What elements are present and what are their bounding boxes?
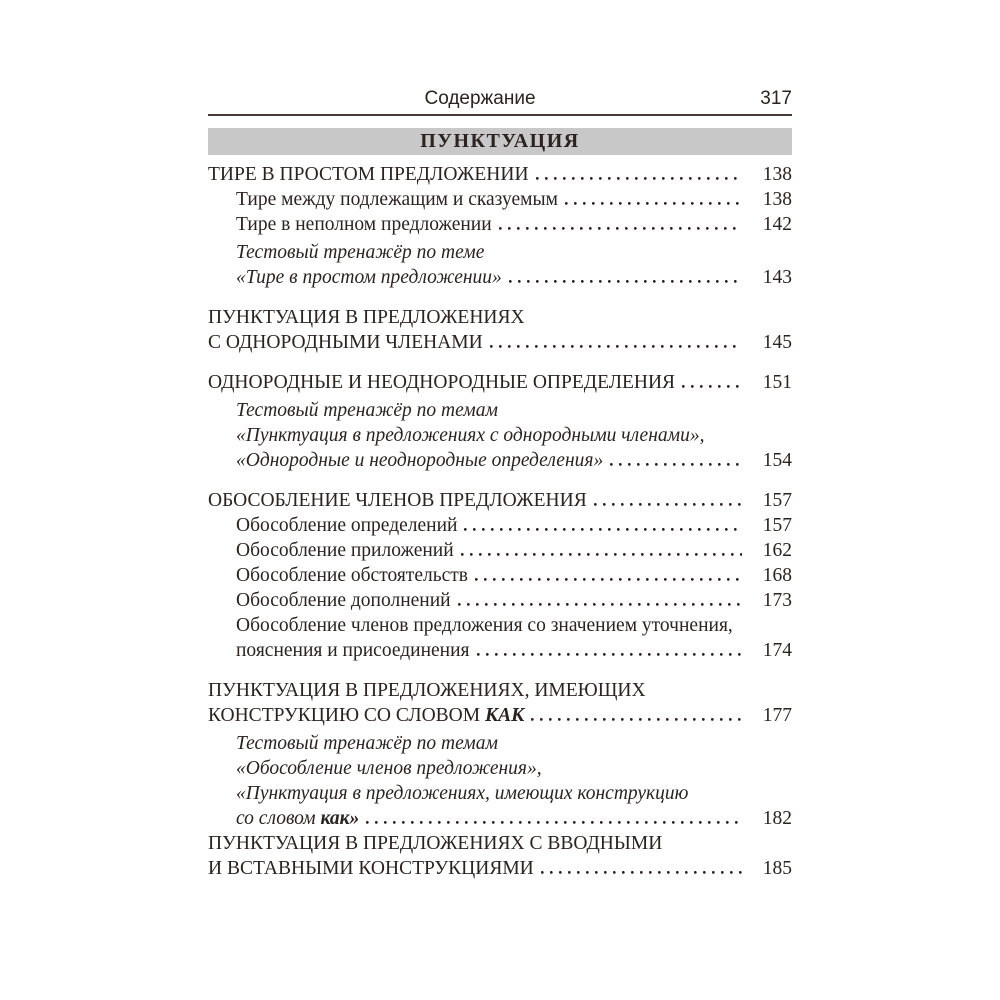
toc-entry-text: ОБОСОБЛЕНИЕ ЧЛЕНОВ ПРЕДЛОЖЕНИЯ [208, 490, 587, 511]
toc-entry-text: ПУНКТУАЦИЯ В ПРЕДЛОЖЕНИЯХ [208, 307, 525, 328]
toc-entry [208, 538, 792, 563]
toc-page-number: 143 [762, 267, 792, 288]
toc-page-number: 173 [762, 590, 792, 611]
toc-page-number: 138 [762, 189, 792, 210]
toc-entry-text: ПУНКТУАЦИЯ В ПРЕДЛОЖЕНИЯХ С ВВОДНЫМИ [208, 833, 663, 854]
toc-entry-line [208, 488, 792, 513]
toc-entry-line [236, 613, 792, 638]
running-header-title: Содержание [424, 88, 536, 109]
toc-entry-text: со словом как» [236, 808, 360, 829]
toc-entry-line [208, 703, 792, 728]
toc-entry-text: «Однородные и неоднородные определения» [236, 450, 604, 471]
toc-page-number: 162 [762, 540, 792, 561]
toc-entry-text: Тестовый тренажёр по теме [236, 242, 485, 263]
toc-entry-line [236, 423, 792, 448]
running-header-page-number: 317 [760, 88, 792, 109]
toc-entry-text: «Тире в простом предложении» [236, 267, 502, 288]
toc-entry [208, 831, 792, 881]
toc-entry-line [236, 588, 792, 613]
content-column [208, 88, 792, 881]
toc-page-number: 174 [762, 640, 792, 661]
dot-leader [490, 344, 742, 348]
dot-leader [682, 384, 742, 388]
toc-page-number: 182 [762, 808, 792, 829]
toc-entry-line [208, 678, 792, 703]
toc-entry-line [208, 370, 792, 395]
toc-entry-line [208, 856, 792, 881]
dot-leader [464, 527, 742, 531]
toc-page-number: 138 [762, 164, 792, 185]
section-banner-label: ПУНКТУАЦИЯ [420, 130, 580, 152]
dot-leader [536, 176, 742, 180]
toc-entry [208, 187, 792, 212]
toc-entry-line [236, 781, 792, 806]
toc-entry-line [236, 187, 792, 212]
toc-entry-text: Обособление дополнений [236, 590, 451, 611]
toc-entry-text: Обособление обстоятельств [236, 565, 468, 586]
dot-leader [499, 226, 742, 230]
toc-entry [208, 488, 792, 513]
toc-entry-line [236, 240, 792, 265]
toc-page-number: 157 [762, 490, 792, 511]
toc-page-number: 168 [762, 565, 792, 586]
toc-entry [208, 563, 792, 588]
toc-entry-text: Обособление определений [236, 515, 458, 536]
toc-entry-line [208, 330, 792, 355]
dot-leader [541, 870, 742, 874]
toc-entry-text: Обособление приложений [236, 540, 454, 561]
toc-page-number: 157 [762, 515, 792, 536]
toc-entry-line [236, 513, 792, 538]
toc-entry-line [236, 212, 792, 237]
dot-leader [475, 577, 742, 581]
toc-entry-text: И ВСТАВНЫМИ КОНСТРУКЦИЯМИ [208, 858, 534, 879]
toc-page-number: 154 [762, 450, 792, 471]
toc-entry-text: Тире в неполном предложении [236, 214, 492, 235]
toc-entry-line [236, 398, 792, 423]
toc-entry [208, 305, 792, 355]
toc-entry-line [236, 538, 792, 563]
toc-entry-text: ОДНОРОДНЫЕ И НЕОДНОРОДНЫЕ ОПРЕДЕЛЕНИЯ [208, 372, 676, 393]
toc-entry [208, 212, 792, 237]
toc-entry [208, 731, 792, 831]
toc-entry-line [236, 265, 792, 290]
toc-entry-text: Тестовый тренажёр по темам [236, 400, 498, 421]
dot-leader [366, 820, 742, 824]
toc-entry-line [236, 638, 792, 663]
toc-entry-text: «Пунктуация в предложениях с однородными членами», [236, 425, 705, 446]
toc-entry-text: Тире между подлежащим и сказуемым [236, 189, 558, 210]
toc-entry-text: КОНСТРУКЦИЮ СО СЛОВОМ КАК [208, 705, 525, 726]
toc-entry-text: «Обособление членов предложения», [236, 758, 542, 779]
section-banner [208, 128, 792, 155]
dot-leader [594, 502, 742, 506]
toc-entry-text: ТИРЕ В ПРОСТОМ ПРЕДЛОЖЕНИИ [208, 164, 529, 185]
toc-entry-line [236, 563, 792, 588]
toc-entry [208, 513, 792, 538]
header-rule [208, 114, 792, 116]
toc-list [208, 162, 792, 881]
toc-entry-text: пояснения и присоединения [236, 640, 470, 661]
toc-entry-line [236, 448, 792, 473]
toc-entry [208, 370, 792, 395]
dot-leader [565, 201, 742, 205]
dot-leader [458, 602, 742, 606]
toc-page-number: 185 [762, 858, 792, 879]
dot-leader [610, 462, 742, 466]
toc-entry-line [208, 305, 792, 330]
toc-entry-line [236, 756, 792, 781]
dot-leader [531, 717, 742, 721]
toc-entry [208, 588, 792, 613]
toc-page-number: 177 [762, 705, 792, 726]
dot-leader [509, 279, 742, 283]
toc-page-number: 151 [762, 372, 792, 393]
toc-entry [208, 162, 792, 187]
dot-leader [461, 552, 742, 556]
toc-entry [208, 398, 792, 473]
toc-entry [208, 240, 792, 290]
toc-entry-text: С ОДНОРОДНЫМИ ЧЛЕНАМИ [208, 332, 483, 353]
running-header [208, 88, 792, 110]
toc-entry [208, 678, 792, 728]
dot-leader [477, 652, 742, 656]
toc-page-number: 142 [762, 214, 792, 235]
toc-entry-text: ПУНКТУАЦИЯ В ПРЕДЛОЖЕНИЯХ, ИМЕЮЩИХ [208, 680, 646, 701]
toc-entry-line [236, 806, 792, 831]
toc-page-number: 145 [762, 332, 792, 353]
toc-entry-line [236, 731, 792, 756]
toc-entry-line [208, 831, 792, 856]
toc-entry-line [208, 162, 792, 187]
toc-entry-text: Обособление членов предложения со значением уточнения, [236, 615, 733, 636]
toc-entry-text: «Пунктуация в предложениях, имеющих конструкцию [236, 783, 689, 804]
toc-entry-text: Тестовый тренажёр по темам [236, 733, 498, 754]
toc-entry [208, 613, 792, 663]
